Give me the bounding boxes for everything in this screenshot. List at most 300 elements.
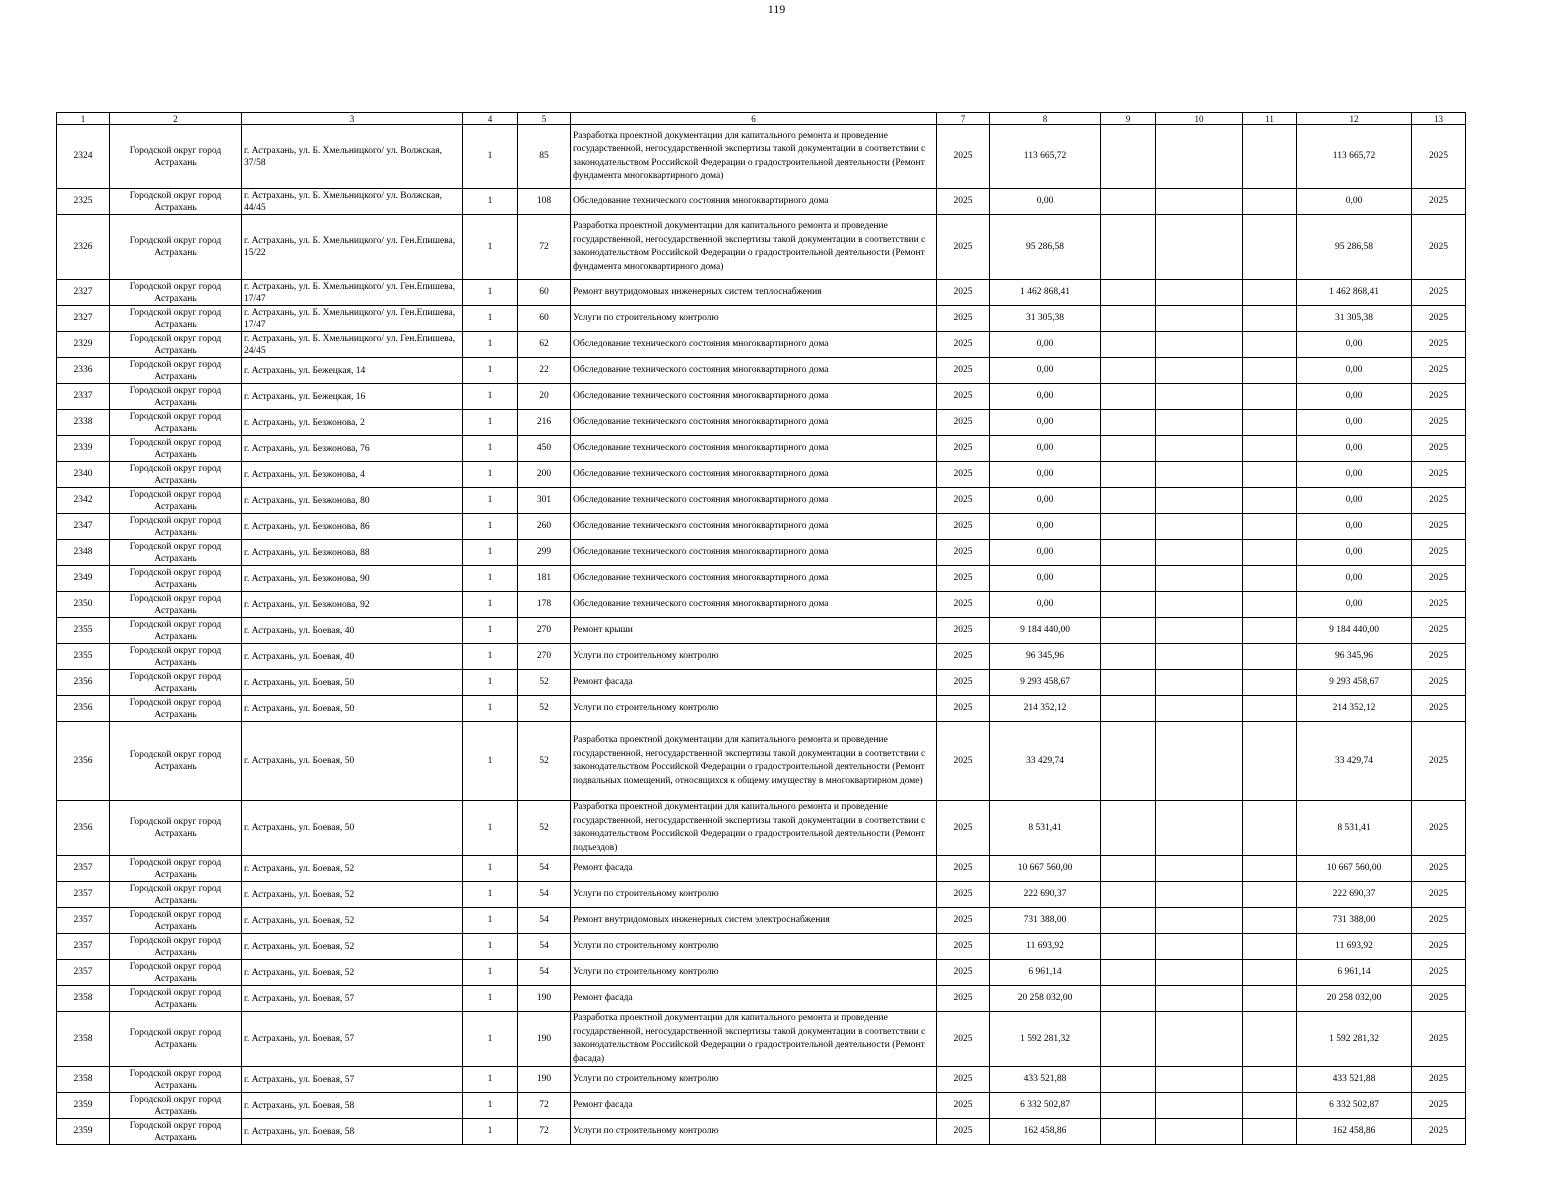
row-number: 2340 xyxy=(57,462,110,488)
col10-cell xyxy=(1156,670,1243,696)
col13-year-cell: 2025 xyxy=(1412,1067,1466,1093)
col5-cell: 72 xyxy=(518,1093,571,1119)
col10-cell xyxy=(1156,280,1243,306)
col12-cost-cell: 0,00 xyxy=(1297,189,1412,215)
address-cell: г. Астрахань, ул. Безжонова, 4 xyxy=(242,462,463,488)
col9-cell xyxy=(1101,722,1156,801)
col9-cell xyxy=(1101,934,1156,960)
col5-cell: 52 xyxy=(518,722,571,801)
col-header: 1 xyxy=(57,113,110,125)
year-cell: 2025 xyxy=(937,908,990,934)
total-cost-cell: 0,00 xyxy=(990,592,1101,618)
municipality-cell: Городской округ город Астрахань xyxy=(110,384,242,410)
col9-cell xyxy=(1101,462,1156,488)
col12-cost-cell: 95 286,58 xyxy=(1297,215,1412,280)
col5-cell: 216 xyxy=(518,410,571,436)
col13-year-cell: 2025 xyxy=(1412,934,1466,960)
col12-cost-cell: 96 345,96 xyxy=(1297,644,1412,670)
address-cell: г. Астрахань, ул. Боевая, 40 xyxy=(242,618,463,644)
total-cost-cell: 33 429,74 xyxy=(990,722,1101,801)
col13-year-cell: 2025 xyxy=(1412,488,1466,514)
row-number: 2358 xyxy=(57,1012,110,1067)
municipality-cell: Городской округ город Астрахань xyxy=(110,488,242,514)
table-row xyxy=(57,306,1466,332)
year-cell: 2025 xyxy=(937,384,990,410)
col11-cell xyxy=(1243,801,1297,856)
municipality-cell: Городской округ город Астрахань xyxy=(110,280,242,306)
col13-year-cell: 2025 xyxy=(1412,280,1466,306)
address-cell: г. Астрахань, ул. Боевая, 52 xyxy=(242,882,463,908)
municipality-cell: Городской округ город Астрахань xyxy=(110,1067,242,1093)
col11-cell xyxy=(1243,1067,1297,1093)
row-number: 2348 xyxy=(57,540,110,566)
row-number: 2355 xyxy=(57,644,110,670)
year-cell: 2025 xyxy=(937,1119,990,1145)
total-cost-cell: 0,00 xyxy=(990,488,1101,514)
col10-cell xyxy=(1156,514,1243,540)
municipality-cell: Городской округ город Астрахань xyxy=(110,960,242,986)
col11-cell xyxy=(1243,908,1297,934)
col9-cell xyxy=(1101,436,1156,462)
col12-cost-cell: 11 693,92 xyxy=(1297,934,1412,960)
year-cell: 2025 xyxy=(937,644,990,670)
total-cost-cell: 6 961,14 xyxy=(990,960,1101,986)
year-cell: 2025 xyxy=(937,801,990,856)
total-cost-cell: 11 693,92 xyxy=(990,934,1101,960)
col13-year-cell: 2025 xyxy=(1412,514,1466,540)
table-row xyxy=(57,540,1466,566)
address-cell: г. Астрахань, ул. Б. Хмельницкого/ ул. Ген.Епишева, 15/22 xyxy=(242,215,463,280)
col13-year-cell: 2025 xyxy=(1412,566,1466,592)
col9-cell xyxy=(1101,696,1156,722)
col4-cell: 1 xyxy=(463,856,518,882)
col11-cell xyxy=(1243,462,1297,488)
col4-cell: 1 xyxy=(463,882,518,908)
col9-cell xyxy=(1101,306,1156,332)
work-type-cell: Ремонт внутридомовых инженерных систем теплоснабжения xyxy=(571,280,937,306)
col5-cell: 108 xyxy=(518,189,571,215)
col5-cell: 450 xyxy=(518,436,571,462)
col10-cell xyxy=(1156,189,1243,215)
table-row xyxy=(57,488,1466,514)
col5-cell: 301 xyxy=(518,488,571,514)
col5-cell: 72 xyxy=(518,215,571,280)
col-header: 9 xyxy=(1101,113,1156,125)
col10-cell xyxy=(1156,125,1243,189)
table-row xyxy=(57,189,1466,215)
col9-cell xyxy=(1101,960,1156,986)
row-number: 2349 xyxy=(57,566,110,592)
col11-cell xyxy=(1243,670,1297,696)
municipality-cell: Городской округ город Астрахань xyxy=(110,801,242,856)
address-cell: г. Астрахань, ул. Боевая, 52 xyxy=(242,908,463,934)
col4-cell: 1 xyxy=(463,644,518,670)
col5-cell: 54 xyxy=(518,934,571,960)
year-cell: 2025 xyxy=(937,410,990,436)
col-header: 12 xyxy=(1297,113,1412,125)
col9-cell xyxy=(1101,189,1156,215)
col13-year-cell: 2025 xyxy=(1412,125,1466,189)
municipality-cell: Городской округ город Астрахань xyxy=(110,934,242,960)
col12-cost-cell: 1 462 868,41 xyxy=(1297,280,1412,306)
col12-cost-cell: 6 332 502,87 xyxy=(1297,1093,1412,1119)
work-type-cell: Обследование технического состояния многоквартирного дома xyxy=(571,488,937,514)
total-cost-cell: 9 293 458,67 xyxy=(990,670,1101,696)
col4-cell: 1 xyxy=(463,125,518,189)
address-cell: г. Астрахань, ул. Боевая, 58 xyxy=(242,1093,463,1119)
municipality-cell: Городской округ город Астрахань xyxy=(110,696,242,722)
municipality-cell: Городской округ город Астрахань xyxy=(110,986,242,1012)
address-cell: г. Астрахань, ул. Безжонова, 90 xyxy=(242,566,463,592)
total-cost-cell: 0,00 xyxy=(990,384,1101,410)
municipality-cell: Городской округ город Астрахань xyxy=(110,410,242,436)
col9-cell xyxy=(1101,908,1156,934)
col4-cell: 1 xyxy=(463,384,518,410)
total-cost-cell: 9 184 440,00 xyxy=(990,618,1101,644)
col5-cell: 60 xyxy=(518,280,571,306)
col10-cell xyxy=(1156,358,1243,384)
municipality-cell: Городской округ город Астрахань xyxy=(110,1093,242,1119)
col13-year-cell: 2025 xyxy=(1412,436,1466,462)
col4-cell: 1 xyxy=(463,908,518,934)
year-cell: 2025 xyxy=(937,592,990,618)
col5-cell: 178 xyxy=(518,592,571,618)
total-cost-cell: 96 345,96 xyxy=(990,644,1101,670)
col5-cell: 22 xyxy=(518,358,571,384)
col11-cell xyxy=(1243,540,1297,566)
year-cell: 2025 xyxy=(937,514,990,540)
col12-cost-cell: 0,00 xyxy=(1297,436,1412,462)
col13-year-cell: 2025 xyxy=(1412,1119,1466,1145)
column-number-row xyxy=(57,113,1466,125)
col12-cost-cell: 8 531,41 xyxy=(1297,801,1412,856)
municipality-cell: Городской округ город Астрахань xyxy=(110,856,242,882)
address-cell: г. Астрахань, ул. Б. Хмельницкого/ ул. Волжская, 44/45 xyxy=(242,189,463,215)
municipality-cell: Городской округ город Астрахань xyxy=(110,306,242,332)
col10-cell xyxy=(1156,1012,1243,1067)
col10-cell xyxy=(1156,986,1243,1012)
row-number: 2357 xyxy=(57,856,110,882)
col-header: 7 xyxy=(937,113,990,125)
col13-year-cell: 2025 xyxy=(1412,960,1466,986)
year-cell: 2025 xyxy=(937,280,990,306)
col-header: 11 xyxy=(1243,113,1297,125)
work-type-cell: Ремонт внутридомовых инженерных систем электроснабжения xyxy=(571,908,937,934)
col4-cell: 1 xyxy=(463,280,518,306)
municipality-cell: Городской округ город Астрахань xyxy=(110,670,242,696)
col9-cell xyxy=(1101,410,1156,436)
col13-year-cell: 2025 xyxy=(1412,462,1466,488)
table-row xyxy=(57,856,1466,882)
col4-cell: 1 xyxy=(463,722,518,801)
table-row xyxy=(57,618,1466,644)
col10-cell xyxy=(1156,960,1243,986)
col9-cell xyxy=(1101,644,1156,670)
address-cell: г. Астрахань, ул. Боевая, 50 xyxy=(242,801,463,856)
address-cell: г. Астрахань, ул. Боевая, 57 xyxy=(242,1067,463,1093)
col10-cell xyxy=(1156,696,1243,722)
col5-cell: 270 xyxy=(518,618,571,644)
row-number: 2326 xyxy=(57,215,110,280)
col5-cell: 190 xyxy=(518,1067,571,1093)
col9-cell xyxy=(1101,488,1156,514)
work-type-cell: Обследование технического состояния многоквартирного дома xyxy=(571,332,937,358)
row-number: 2357 xyxy=(57,882,110,908)
col9-cell xyxy=(1101,540,1156,566)
work-type-cell: Услуги по строительному контролю xyxy=(571,1119,937,1145)
table-row xyxy=(57,514,1466,540)
year-cell: 2025 xyxy=(937,618,990,644)
col12-cost-cell: 6 961,14 xyxy=(1297,960,1412,986)
col-header: 3 xyxy=(242,113,463,125)
municipality-cell: Городской округ город Астрахань xyxy=(110,189,242,215)
col5-cell: 54 xyxy=(518,908,571,934)
page-number: 119 xyxy=(767,2,786,16)
col5-cell: 52 xyxy=(518,801,571,856)
address-cell: г. Астрахань, ул. Боевая, 52 xyxy=(242,856,463,882)
row-number: 2357 xyxy=(57,960,110,986)
col9-cell xyxy=(1101,1093,1156,1119)
address-cell: г. Астрахань, ул. Бежецкая, 14 xyxy=(242,358,463,384)
row-number: 2325 xyxy=(57,189,110,215)
col11-cell xyxy=(1243,332,1297,358)
col4-cell: 1 xyxy=(463,986,518,1012)
col4-cell: 1 xyxy=(463,592,518,618)
work-type-cell: Услуги по строительному контролю xyxy=(571,882,937,908)
year-cell: 2025 xyxy=(937,488,990,514)
col10-cell xyxy=(1156,618,1243,644)
work-type-cell: Обследование технического состояния многоквартирного дома xyxy=(571,514,937,540)
address-cell: г. Астрахань, ул. Безжонова, 2 xyxy=(242,410,463,436)
total-cost-cell: 0,00 xyxy=(990,189,1101,215)
row-number: 2356 xyxy=(57,801,110,856)
col11-cell xyxy=(1243,566,1297,592)
table-row xyxy=(57,280,1466,306)
table-row xyxy=(57,644,1466,670)
table-row xyxy=(57,670,1466,696)
col10-cell xyxy=(1156,722,1243,801)
col11-cell xyxy=(1243,618,1297,644)
col13-year-cell: 2025 xyxy=(1412,592,1466,618)
col5-cell: 299 xyxy=(518,540,571,566)
table-row xyxy=(57,332,1466,358)
year-cell: 2025 xyxy=(937,986,990,1012)
municipality-cell: Городской округ город Астрахань xyxy=(110,125,242,189)
col-header: 5 xyxy=(518,113,571,125)
col12-cost-cell: 10 667 560,00 xyxy=(1297,856,1412,882)
address-cell: г. Астрахань, ул. Безжонова, 80 xyxy=(242,488,463,514)
table-row xyxy=(57,986,1466,1012)
col4-cell: 1 xyxy=(463,566,518,592)
col12-cost-cell: 1 592 281,32 xyxy=(1297,1012,1412,1067)
year-cell: 2025 xyxy=(937,722,990,801)
col11-cell xyxy=(1243,306,1297,332)
capital-repair-table xyxy=(56,112,1466,1145)
col4-cell: 1 xyxy=(463,462,518,488)
col5-cell: 60 xyxy=(518,306,571,332)
col4-cell: 1 xyxy=(463,670,518,696)
address-cell: г. Астрахань, ул. Б. Хмельницкого/ ул. Ген.Епишева, 17/47 xyxy=(242,306,463,332)
col13-year-cell: 2025 xyxy=(1412,1093,1466,1119)
municipality-cell: Городской округ город Астрахань xyxy=(110,462,242,488)
table-row xyxy=(57,960,1466,986)
col4-cell: 1 xyxy=(463,189,518,215)
year-cell: 2025 xyxy=(937,566,990,592)
table-row xyxy=(57,436,1466,462)
table-row xyxy=(57,215,1466,280)
col13-year-cell: 2025 xyxy=(1412,332,1466,358)
col13-year-cell: 2025 xyxy=(1412,644,1466,670)
row-number: 2329 xyxy=(57,332,110,358)
col12-cost-cell: 0,00 xyxy=(1297,462,1412,488)
col5-cell: 200 xyxy=(518,462,571,488)
row-number: 2339 xyxy=(57,436,110,462)
col13-year-cell: 2025 xyxy=(1412,410,1466,436)
col11-cell xyxy=(1243,960,1297,986)
municipality-cell: Городской округ город Астрахань xyxy=(110,436,242,462)
municipality-cell: Городской округ город Астрахань xyxy=(110,215,242,280)
municipality-cell: Городской округ город Астрахань xyxy=(110,332,242,358)
col5-cell: 190 xyxy=(518,986,571,1012)
col9-cell xyxy=(1101,514,1156,540)
col4-cell: 1 xyxy=(463,801,518,856)
year-cell: 2025 xyxy=(937,306,990,332)
municipality-cell: Городской округ город Астрахань xyxy=(110,722,242,801)
col5-cell: 260 xyxy=(518,514,571,540)
col10-cell xyxy=(1156,882,1243,908)
address-cell: г. Астрахань, ул. Боевая, 58 xyxy=(242,1119,463,1145)
col11-cell xyxy=(1243,125,1297,189)
col5-cell: 270 xyxy=(518,644,571,670)
work-type-cell: Ремонт фасада xyxy=(571,986,937,1012)
table-row xyxy=(57,462,1466,488)
col-header: 8 xyxy=(990,113,1101,125)
col5-cell: 181 xyxy=(518,566,571,592)
col10-cell xyxy=(1156,306,1243,332)
col12-cost-cell: 0,00 xyxy=(1297,410,1412,436)
col11-cell xyxy=(1243,514,1297,540)
col13-year-cell: 2025 xyxy=(1412,696,1466,722)
municipality-cell: Городской округ город Астрахань xyxy=(110,1119,242,1145)
col11-cell xyxy=(1243,280,1297,306)
table-row xyxy=(57,882,1466,908)
col9-cell xyxy=(1101,280,1156,306)
work-type-cell: Услуги по строительному контролю xyxy=(571,644,937,670)
total-cost-cell: 0,00 xyxy=(990,436,1101,462)
col12-cost-cell: 113 665,72 xyxy=(1297,125,1412,189)
year-cell: 2025 xyxy=(937,960,990,986)
address-cell: г. Астрахань, ул. Безжонова, 92 xyxy=(242,592,463,618)
row-number: 2327 xyxy=(57,280,110,306)
col13-year-cell: 2025 xyxy=(1412,358,1466,384)
col13-year-cell: 2025 xyxy=(1412,801,1466,856)
work-type-cell: Ремонт фасада xyxy=(571,1093,937,1119)
year-cell: 2025 xyxy=(937,934,990,960)
address-cell: г. Астрахань, ул. Бежецкая, 16 xyxy=(242,384,463,410)
col9-cell xyxy=(1101,801,1156,856)
col10-cell xyxy=(1156,1067,1243,1093)
row-number: 2359 xyxy=(57,1119,110,1145)
col-header: 6 xyxy=(571,113,937,125)
row-number: 2356 xyxy=(57,670,110,696)
total-cost-cell: 113 665,72 xyxy=(990,125,1101,189)
col13-year-cell: 2025 xyxy=(1412,540,1466,566)
total-cost-cell: 0,00 xyxy=(990,358,1101,384)
col9-cell xyxy=(1101,986,1156,1012)
total-cost-cell: 433 521,88 xyxy=(990,1067,1101,1093)
col12-cost-cell: 0,00 xyxy=(1297,566,1412,592)
col11-cell xyxy=(1243,592,1297,618)
total-cost-cell: 0,00 xyxy=(990,410,1101,436)
year-cell: 2025 xyxy=(937,215,990,280)
work-type-cell: Разработка проектной документации для капитального ремонта и проведение государственной, негосударственной экспертизы такой документации в соответствии с законодательством Российской Федерации о градостроительной деятельности (Ремонт фасада) xyxy=(571,1012,937,1067)
col11-cell xyxy=(1243,882,1297,908)
row-number: 2356 xyxy=(57,696,110,722)
work-type-cell: Услуги по строительному контролю xyxy=(571,1067,937,1093)
work-type-cell: Обследование технического состояния многоквартирного дома xyxy=(571,189,937,215)
col12-cost-cell: 9 293 458,67 xyxy=(1297,670,1412,696)
total-cost-cell: 1 592 281,32 xyxy=(990,1012,1101,1067)
year-cell: 2025 xyxy=(937,189,990,215)
col9-cell xyxy=(1101,566,1156,592)
total-cost-cell: 8 531,41 xyxy=(990,801,1101,856)
col9-cell xyxy=(1101,1012,1156,1067)
work-type-cell: Разработка проектной документации для капитального ремонта и проведение государственной, негосударственной экспертизы такой документации в соответствии с законодательством Российской Федерации о градостроительной деятельности (Ремонт подвальных помещений, относящихся к общему имуществу в многоквартирном доме) xyxy=(571,722,937,801)
address-cell: г. Астрахань, ул. Б. Хмельницкого/ ул. Волжская, 37/58 xyxy=(242,125,463,189)
address-cell: г. Астрахань, ул. Б. Хмельницкого/ ул. Ген.Епишева, 17/47 xyxy=(242,280,463,306)
work-type-cell: Обследование технического состояния многоквартирного дома xyxy=(571,462,937,488)
col11-cell xyxy=(1243,358,1297,384)
year-cell: 2025 xyxy=(937,1067,990,1093)
work-type-cell: Ремонт фасада xyxy=(571,670,937,696)
col5-cell: 54 xyxy=(518,960,571,986)
col4-cell: 1 xyxy=(463,540,518,566)
table-row xyxy=(57,592,1466,618)
municipality-cell: Городской округ город Астрахань xyxy=(110,618,242,644)
year-cell: 2025 xyxy=(937,856,990,882)
col13-year-cell: 2025 xyxy=(1412,384,1466,410)
col13-year-cell: 2025 xyxy=(1412,882,1466,908)
col10-cell xyxy=(1156,934,1243,960)
col12-cost-cell: 0,00 xyxy=(1297,540,1412,566)
year-cell: 2025 xyxy=(937,436,990,462)
year-cell: 2025 xyxy=(937,670,990,696)
col13-year-cell: 2025 xyxy=(1412,670,1466,696)
total-cost-cell: 31 305,38 xyxy=(990,306,1101,332)
address-cell: г. Астрахань, ул. Боевая, 50 xyxy=(242,696,463,722)
col10-cell xyxy=(1156,856,1243,882)
col4-cell: 1 xyxy=(463,696,518,722)
total-cost-cell: 731 388,00 xyxy=(990,908,1101,934)
table-body xyxy=(57,125,1466,1145)
col-header: 10 xyxy=(1156,113,1243,125)
row-number: 2342 xyxy=(57,488,110,514)
table-row xyxy=(57,722,1466,801)
address-cell: г. Астрахань, ул. Безжонова, 86 xyxy=(242,514,463,540)
row-number: 2357 xyxy=(57,908,110,934)
col-header: 13 xyxy=(1412,113,1466,125)
table-row xyxy=(57,410,1466,436)
total-cost-cell: 0,00 xyxy=(990,514,1101,540)
col12-cost-cell: 433 521,88 xyxy=(1297,1067,1412,1093)
municipality-cell: Городской округ город Астрахань xyxy=(110,882,242,908)
col9-cell xyxy=(1101,592,1156,618)
col9-cell xyxy=(1101,856,1156,882)
row-number: 2358 xyxy=(57,986,110,1012)
col12-cost-cell: 33 429,74 xyxy=(1297,722,1412,801)
total-cost-cell: 10 667 560,00 xyxy=(990,856,1101,882)
col10-cell xyxy=(1156,332,1243,358)
